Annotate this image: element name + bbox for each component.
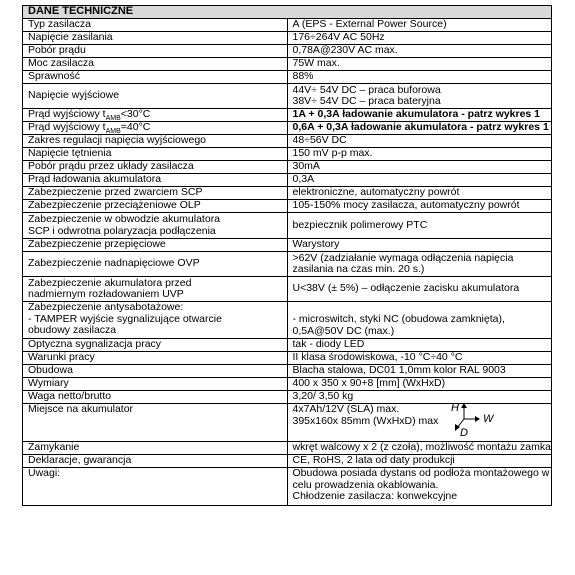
row-value-line: 0,78A@230V AC max.: [292, 44, 398, 57]
row-value: [287, 213, 552, 239]
table-row: [23, 45, 552, 58]
row-value-line: 44V÷ 54V DC – praca buforowa: [292, 83, 441, 96]
row-value-line: II klasa środowiskowa, -10 °C÷40 °C: [292, 351, 463, 364]
axis-w-arrow: [475, 416, 480, 422]
row-value-content: [293, 303, 547, 338]
table-row: [23, 109, 552, 122]
row-value-line: U<38V (± 5%) – odłączenie zacisku akumulatora: [292, 282, 520, 295]
table-row: [23, 302, 552, 339]
table-row: [23, 200, 552, 213]
row-value: [287, 161, 552, 174]
table-row: [23, 19, 552, 32]
row-value: [287, 468, 552, 506]
table-row: [23, 161, 552, 174]
row-label-line: Miejsce na akumulator: [28, 403, 134, 415]
row-label-line: Optyczna sygnalizacja pracy: [28, 338, 162, 351]
row-value-line: 38V÷ 54V DC – praca bateryjna: [292, 95, 441, 107]
row-value-content: [292, 402, 547, 437]
row-label: [23, 378, 288, 391]
row-value: [287, 455, 552, 468]
row-value: [287, 339, 552, 352]
row-label-line: Pobór prądu przez układy zasilacza: [28, 160, 194, 173]
row-label-line: Zabezpieczenie przed zwarciem SCP: [28, 186, 203, 199]
row-label-line: Obudowa: [28, 364, 73, 377]
row-value-line: Warystory: [292, 238, 340, 251]
row-label: [23, 161, 288, 174]
row-label: [23, 122, 288, 135]
row-label-line: Pobór prądu: [28, 44, 86, 57]
table-row: [23, 84, 552, 109]
table-header-row: [23, 6, 552, 19]
row-value-content: [293, 239, 547, 251]
axis-h-arrow: [461, 404, 467, 409]
row-label: [23, 339, 288, 352]
row-value: [287, 365, 552, 378]
row-value: [287, 404, 552, 442]
row-value: [287, 391, 552, 404]
row-label: [23, 200, 288, 213]
table-row: [23, 239, 552, 252]
row-label: [23, 352, 288, 365]
row-value: [287, 302, 552, 339]
table-row: [23, 174, 552, 187]
row-value: [287, 352, 552, 365]
row-label-line: obudowy zasilacza: [28, 324, 117, 336]
row-value: [287, 378, 552, 391]
row-value: [287, 84, 552, 109]
row-label: [23, 455, 288, 468]
table-row: [23, 58, 552, 71]
row-value-content: [292, 467, 550, 503]
row-label: [23, 239, 288, 252]
axis-h-label: H: [451, 402, 459, 414]
row-value-line: 30mA: [292, 160, 320, 173]
row-label-line: Napięcie tętnienia: [28, 147, 112, 160]
table-row: [23, 442, 552, 455]
table-row: [23, 455, 552, 468]
row-value-line: 150 mV p-p max.: [292, 147, 373, 160]
axis-w-label: W: [483, 413, 494, 425]
row-label-line: Typ zasilacza: [28, 18, 92, 31]
row-value-line: - microswitch, styki NC (obudowa zamknięta),: [292, 313, 505, 326]
row-label: [23, 71, 288, 84]
row-value-content: [293, 378, 547, 390]
row-value-line: CE, RoHS, 2 lata od daty produkcji: [292, 454, 455, 467]
row-value-content: [293, 200, 547, 212]
table-row: [23, 122, 552, 135]
row-value-line: 4x7Ah/12V (SLA) max.: [292, 403, 400, 415]
row-value-line: Blacha stalowa, DC01 1,0mm kolor RAL 9003: [292, 364, 506, 377]
row-value-line: 48÷56V DC: [292, 134, 347, 147]
row-label: [23, 365, 288, 378]
table-row: [23, 352, 552, 365]
row-value-content: [293, 455, 547, 467]
row-label-line: Prąd ładowania akumulatora: [28, 173, 162, 186]
row-value-content: [293, 352, 547, 364]
row-value-line: Obudowa posiada dystans od podłoża montażowego w: [292, 467, 550, 479]
table-row: [23, 277, 552, 302]
table-row: [23, 404, 552, 442]
row-value-line: 400 x 350 x 90+8 [mm] (WxHxD): [292, 377, 446, 390]
table-row: [23, 32, 552, 45]
table-row: [23, 391, 552, 404]
row-label: [23, 58, 288, 71]
current-label-subscript: AMB: [105, 115, 121, 122]
row-label-line: Waga netto/brutto: [28, 390, 112, 403]
row-value-content: [293, 32, 547, 44]
row-value: [287, 45, 552, 58]
row-label-line: Zabezpieczenie przepięciowe: [28, 238, 166, 251]
current-label-suffix: <30°C: [120, 108, 151, 121]
row-value-line: 395x160x 85mm (WxHxD) max: [292, 414, 439, 427]
technical-data-sheet: [22, 5, 552, 506]
row-label: [23, 468, 288, 506]
row-label: [23, 148, 288, 161]
row-value-line: 0,3A: [292, 173, 315, 186]
row-label: [23, 32, 288, 45]
table-row: [23, 213, 552, 239]
row-label: [23, 187, 288, 200]
row-value-line: 0,5A@50V DC (max.): [292, 324, 395, 337]
row-value: [287, 109, 552, 122]
row-value-line: >62V (zadziałanie wymaga odłączenia napięcia: [292, 251, 514, 264]
row-label: [23, 135, 288, 148]
table-row: [23, 252, 552, 277]
technical-data-body: [23, 6, 552, 506]
row-value: [287, 252, 552, 277]
row-label-line: - TAMPER wyjście sygnalizujące otwarcie: [28, 312, 222, 325]
row-label-line: Moc zasilacza: [28, 57, 94, 70]
row-label-line: Zabezpieczenie nadnapięciowe OVP: [28, 257, 200, 270]
row-value-content: [293, 161, 547, 173]
row-label-line: nadmiernym rozładowaniem UVP: [28, 288, 184, 300]
row-value-line: A (EPS - External Power Source): [292, 18, 447, 31]
table-row: [23, 468, 552, 506]
row-value-line: bezpiecznik polimerowy PTC: [292, 218, 428, 231]
row-label: [23, 19, 288, 32]
row-value: [287, 135, 552, 148]
table-row: [23, 71, 552, 84]
row-value: [287, 239, 552, 252]
row-label-line: Wymiary: [28, 377, 69, 390]
row-value-line: 176÷264V AC 50Hz: [292, 31, 385, 44]
row-value-line: 75W max.: [292, 57, 340, 70]
table-row: [23, 365, 552, 378]
row-label-line: Zakres regulacji napięcia wyjściowego: [28, 134, 206, 147]
row-value-content: [293, 109, 547, 121]
row-label: [23, 404, 288, 442]
row-label-line: SCP i odwrotna polaryzacja podłączenia: [28, 224, 216, 237]
row-value: [287, 148, 552, 161]
row-label-line: Sprawność: [28, 70, 80, 83]
row-value-line: tak - diody LED: [292, 338, 365, 351]
row-value-content: [293, 19, 547, 31]
row-label: [23, 277, 288, 302]
row-label-line: Zabezpieczenie antysabotażowe:: [28, 301, 184, 313]
row-label-line: Deklaracje, gwarancja: [28, 454, 132, 467]
row-label-line: Napięcie zasilania: [28, 31, 113, 44]
row-label: [23, 84, 288, 109]
row-label: [23, 45, 288, 58]
row-value-content: [293, 220, 547, 232]
table-row: [23, 187, 552, 200]
table-row: [23, 339, 552, 352]
current-label-subscript: AMB: [105, 128, 121, 135]
row-value-content: [292, 441, 551, 454]
row-value-line: 3,20/ 3,50 kg: [292, 390, 354, 403]
row-value-content: [293, 365, 547, 377]
axes-orientation-icon: [446, 404, 506, 438]
row-label-line: Zabezpieczenie akumulatora przed: [28, 276, 192, 289]
table-row: [23, 135, 552, 148]
table-title: DANE TECHNICZNE: [23, 6, 552, 19]
row-label-line: Zabezpieczenie przeciążeniowe OLP: [28, 199, 201, 212]
row-value-content: [293, 45, 547, 57]
row-value: [287, 19, 552, 32]
row-label: [23, 213, 288, 239]
row-label-line: Warunki pracy: [28, 351, 95, 364]
row-label: [23, 109, 288, 122]
row-value-line: elektroniczne, automatyczny powrót: [292, 186, 460, 199]
row-value-content: [293, 85, 547, 108]
row-value: [287, 32, 552, 45]
current-label-suffix: =40°C: [120, 121, 151, 134]
technical-data-table: [22, 5, 552, 506]
row-value: [287, 71, 552, 84]
row-value: [287, 277, 552, 302]
row-value: [287, 200, 552, 213]
row-label: [23, 302, 288, 339]
table-row: [23, 378, 552, 391]
row-value-line: Chłodzenie zasilacza: konwekcyjne: [292, 490, 458, 502]
row-value-content: [293, 391, 547, 403]
row-value-content: [293, 283, 547, 295]
row-value-line: 1A + 0,3A ładowanie akumulatora - patrz wykres 1: [292, 108, 541, 121]
row-value-content: [293, 253, 547, 276]
row-value-line: 88%: [292, 70, 314, 83]
axis-d-label: D: [460, 427, 468, 437]
row-label-line: Zabezpieczenie w obwodzie akumulatora: [28, 213, 221, 225]
row-value-content: [293, 122, 547, 134]
row-value: [287, 122, 552, 135]
row-value-content: [293, 187, 547, 199]
row-label-line: Zamykanie: [28, 441, 80, 454]
row-value-content: [293, 135, 547, 147]
row-value-line: zasilania na czas min. 20 s.): [292, 263, 425, 275]
row-label-line: Uwagi:: [28, 467, 61, 479]
row-value: [287, 58, 552, 71]
row-value-line: wkręt walcowy x 2 (z czoła), możliwość montażu zamka: [292, 441, 551, 454]
row-value: [287, 442, 552, 455]
row-value-line: 0,6A + 0,3A ładowanie akumulatora - patrz wykres 1: [292, 121, 549, 134]
current-label-prefix: Prąd wyjściowy t: [28, 121, 106, 134]
row-label: [23, 442, 288, 455]
row-value-content: [293, 174, 547, 186]
current-label-prefix: Prąd wyjściowy t: [28, 108, 106, 121]
row-value-content: [293, 339, 547, 351]
row-value-content: [293, 148, 547, 160]
row-value-content: [293, 58, 547, 70]
row-value: [287, 187, 552, 200]
row-label-line: Napięcie wyjściowe: [28, 89, 120, 102]
row-label: [23, 391, 288, 404]
row-value-line: celu prowadzenia okablowania.: [292, 478, 439, 491]
row-value-content: [293, 71, 547, 83]
row-label: [23, 174, 288, 187]
row-label: [23, 252, 288, 277]
row-value: [287, 174, 552, 187]
row-value-line: 105-150% mocy zasilacza, automatyczny powrót: [292, 199, 520, 212]
table-row: [23, 148, 552, 161]
